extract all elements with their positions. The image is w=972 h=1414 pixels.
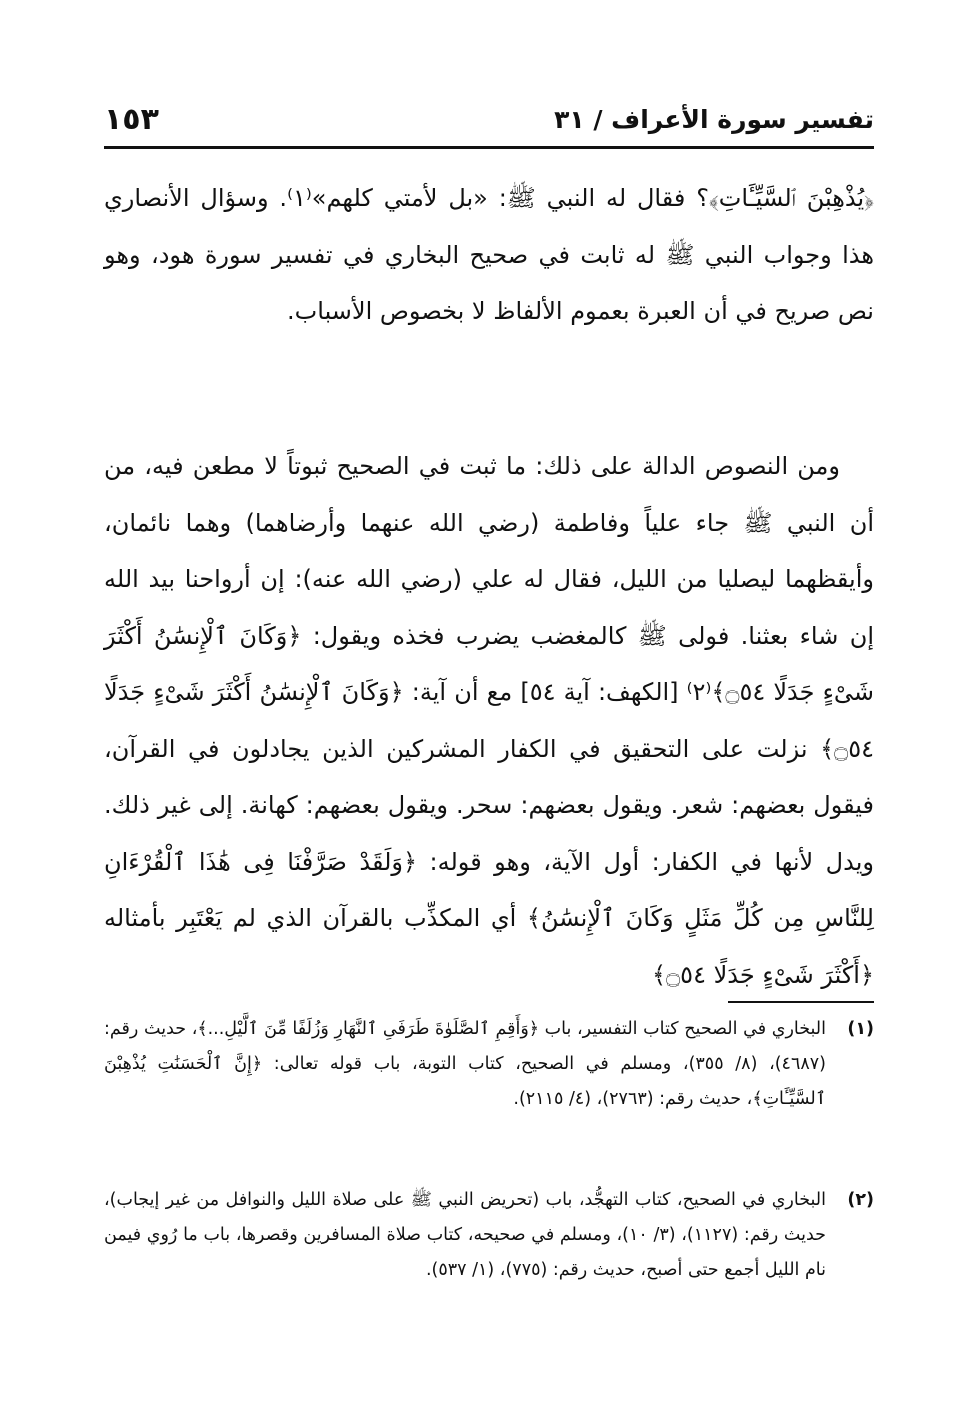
page-number: ١٥٣	[104, 102, 159, 137]
running-header	[104, 100, 874, 140]
footnote-2	[104, 1183, 874, 1288]
header-rule	[104, 146, 874, 149]
body-paragraph-2: ومن النصوص الدالة على ذلك: ما ثبت في الصحيح ثبوتاً لا مطعن فيه، من أن النبي ﷺ جاء علياً وفاطمة (رضي الله عنهما وأرضاهما) وهما نائمان، وأيقظهما ليصليا من الليل، فقال له علي (رضي الله عنه): إن أرواحنا بيد الله إن شاء بعثنا. فولى ﷺ كالمغضب يضرب فخذه ويقول: ﴿وَكَانَ ٱلْإِنسَٰنُ أَكْثَرَ شَىْءٍ جَدَلًا ۝٥٤﴾⁽٢⁾ [الكهف: آية ٥٤] مع أن آية: ﴿وَكَانَ ٱلْإِنسَٰنُ أَكْثَرَ شَىْءٍ جَدَلًا ۝٥٤﴾ نزلت على التحقيق في الكفار المشركين الذين يجادلون في القرآن، فيقول بعضهم: شعر. ويقول بعضهم: سحر. ويقول بعضهم: كهانة. إلى غير ذلك. ويدل لأنها في الكفار: أول الآية، وهو قوله: ﴿وَلَقَدْ صَرَّفْنَا فِى هَٰذَا ٱلْقُرْءَانِ لِلنَّاسِ مِن كُلِّ مَثَلٍ وَكَانَ ٱلْإِنسَٰنُ﴾ أي المكذِّب بالقرآن الذي لم يَعْتَبِر بأمثاله ﴿أَكْثَرَ شَىْءٍ جَدَلًا ۝٥٤﴾	[104, 452, 874, 989]
footnote-text: البخاري في الصحيح، كتاب التهجُّد، باب (تحريض النبي ﷺ على صلاة الليل والنوافل من غير إيجاب)، حديث رقم: (١١٢٧)، (٣/ ١٠)، ومسلم في صحيحه، كتاب صلاة المسافرين وقصرها، باب ما رُوي فيمن نام الليل أجمع حتى أصبح، حديث رقم: (٧٧٥)، (١/ ٥٣٧).	[104, 1190, 826, 1280]
footnote-1	[104, 1012, 874, 1117]
footnote-separator	[728, 1001, 874, 1003]
running-header-title: تفسير سورة الأعراف / ٣١	[554, 105, 874, 134]
footnote-text: البخاري في الصحيح كتاب التفسير، باب ﴿وَأَقِمِ ٱلصَّلَوٰةَ طَرَفَىِ ٱلنَّهَارِ وَزُلَفًا مِّنَ ٱلَّيْلِ...﴾، حديث رقم: (٤٦٨٧)، (٨/ ٣٥٥)، ومسلم في الصحيح، كتاب التوبة، باب قوله تعالى: ﴿إِنَّ ٱلْحَسَنَٰتِ يُذْهِبْنَ ٱلسَّيِّـَٔاتِ﴾، حديث رقم: (٢٧٦٣)، (٤/ ٢١١٥).	[104, 1019, 826, 1109]
footnote-number: (١)	[847, 1019, 874, 1039]
footnote-number: (٢)	[847, 1190, 874, 1210]
body-paragraph-1: ﴿يُذْهِبْنَ ٱلسَّيِّـَٔاتِ﴾؟ فقال له النبي ﷺ: «بل لأمتي كلهم»⁽١⁾. وسؤال الأنصاري هذا وجواب النبي ﷺ له ثابت في صحيح البخاري في تفسير سورة هود، وهو نص صريح في أن العبرة بعموم الألفاظ لا بخصوص الأسباب.	[104, 184, 874, 325]
